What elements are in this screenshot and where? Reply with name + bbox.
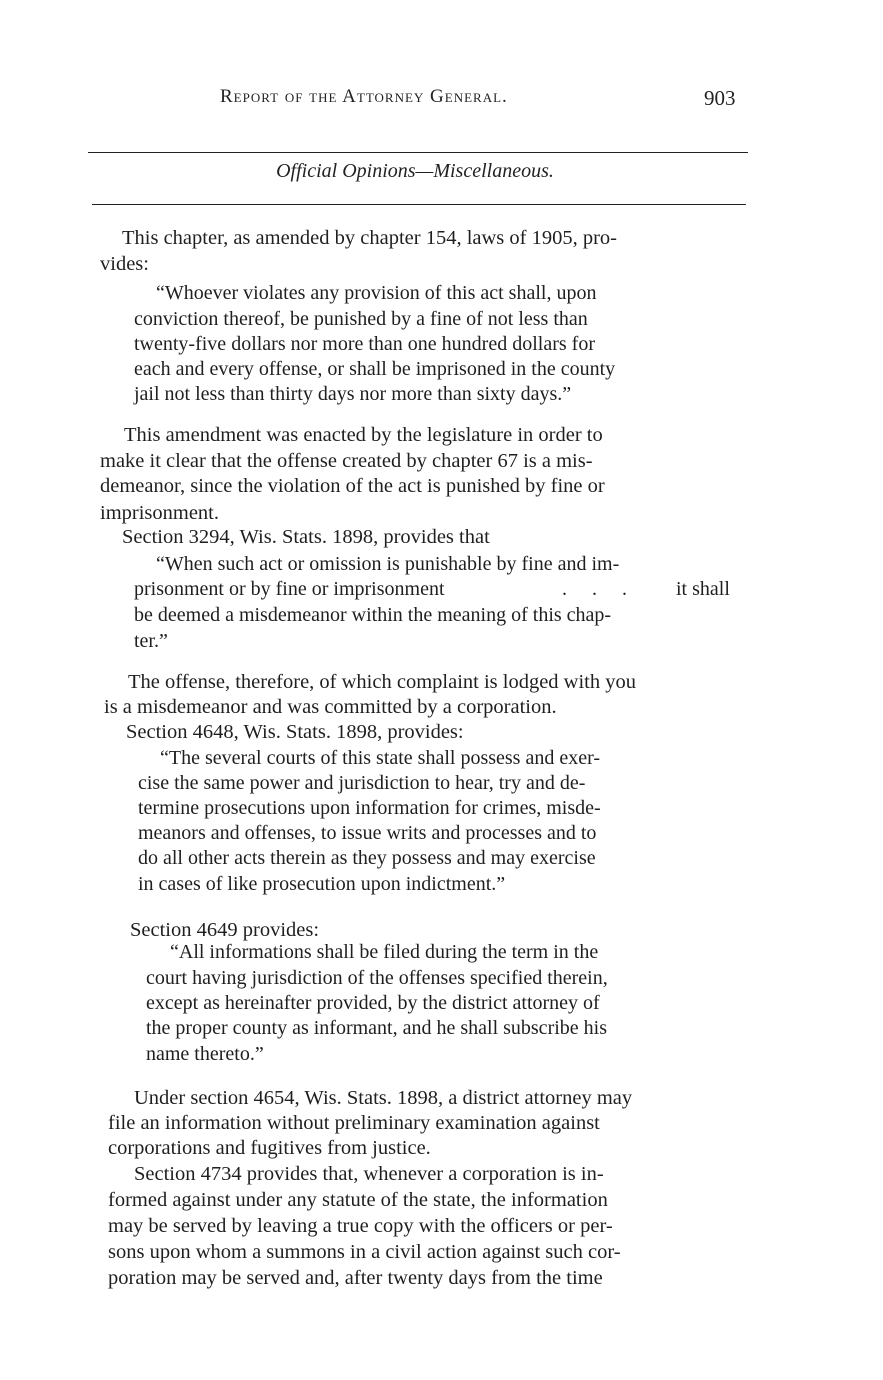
quote-line: conviction thereof, be punished by a fine of not less than [134, 308, 588, 330]
header-rule-bottom [92, 204, 746, 205]
body-line: Section 4648, Wis. Stats. 1898, provides: [126, 721, 464, 743]
quote-line: cise the same power and jurisdiction to hear, try and de- [138, 772, 586, 794]
quote-line: termine prosecutions upon information for crimes, misde- [138, 797, 601, 819]
body-line: make it clear that the offense created by chapter 67 is a mis- [100, 450, 593, 472]
quote-line: “All informations shall be filed during the term in the [170, 941, 599, 963]
body-line: sons upon whom a summons in a civil action against such cor- [108, 1241, 621, 1263]
body-line: This chapter, as amended by chapter 154, laws of 1905, pro- [122, 227, 618, 249]
body-line: Under section 4654, Wis. Stats. 1898, a district attorney may [134, 1087, 633, 1109]
section-title: Official Opinions—Miscellaneous. [276, 160, 554, 182]
body-line: Section 4734 provides that, whenever a corporation is in- [134, 1163, 604, 1185]
header-rule-top [88, 152, 748, 153]
quote-line: meanors and offenses, to issue writs and processes and to [138, 822, 597, 844]
body-line: vides: [100, 253, 149, 275]
body-line: This amendment was enacted by the legislature in order to [124, 424, 603, 446]
quote-line: “Whoever violates any provision of this act shall, upon [156, 282, 597, 304]
quote-line: ter.” [134, 630, 168, 652]
body-line: poration may be served and, after twenty days from the time [108, 1267, 603, 1289]
running-head: Report of the Attorney General. [220, 86, 508, 107]
page-number: 903 [704, 86, 736, 110]
quote-line: do all other acts therein as they possess and may exercise [138, 847, 596, 869]
body-line: imprisonment. [100, 502, 220, 524]
body-line: Section 4649 provides: [130, 919, 320, 941]
quote-ellipsis: . . . [562, 578, 637, 600]
quote-line: it shall [676, 578, 730, 600]
body-line: is a misdemeanor and was committed by a corporation. [104, 696, 557, 718]
quote-line: be deemed a misdemeanor within the meaning of this chap- [134, 604, 612, 626]
quote-line: prisonment or by fine or imprisonment [134, 578, 445, 600]
body-line: demeanor, since the violation of the act is punished by fine or [100, 475, 605, 497]
quote-line: in cases of like prosecution upon indictment.” [138, 873, 506, 895]
body-line: may be served by leaving a true copy with the officers or per- [108, 1215, 613, 1237]
quote-line: jail not less than thirty days nor more than sixty days.” [134, 383, 572, 405]
quote-line: except as hereinafter provided, by the district attorney of [146, 992, 600, 1014]
quote-line: name thereto.” [146, 1043, 264, 1065]
body-line: corporations and fugitives from justice. [108, 1137, 431, 1159]
quote-line: each and every offense, or shall be imprisoned in the county [134, 358, 616, 380]
body-line: The offense, therefore, of which complaint is lodged with you [128, 671, 636, 693]
quote-line: “When such act or omission is punishable by fine and im- [156, 553, 620, 575]
body-line: file an information without preliminary examination against [108, 1112, 600, 1134]
quote-line: court having jurisdiction of the offenses specified therein, [146, 967, 608, 989]
body-line: formed against under any statute of the state, the information [108, 1189, 608, 1211]
quote-line: twenty-five dollars nor more than one hundred dollars for [134, 333, 595, 355]
quote-line: “The several courts of this state shall possess and exer- [160, 747, 601, 769]
body-line: Section 3294, Wis. Stats. 1898, provides that [122, 526, 490, 548]
quote-line: the proper county as informant, and he shall subscribe his [146, 1017, 607, 1039]
